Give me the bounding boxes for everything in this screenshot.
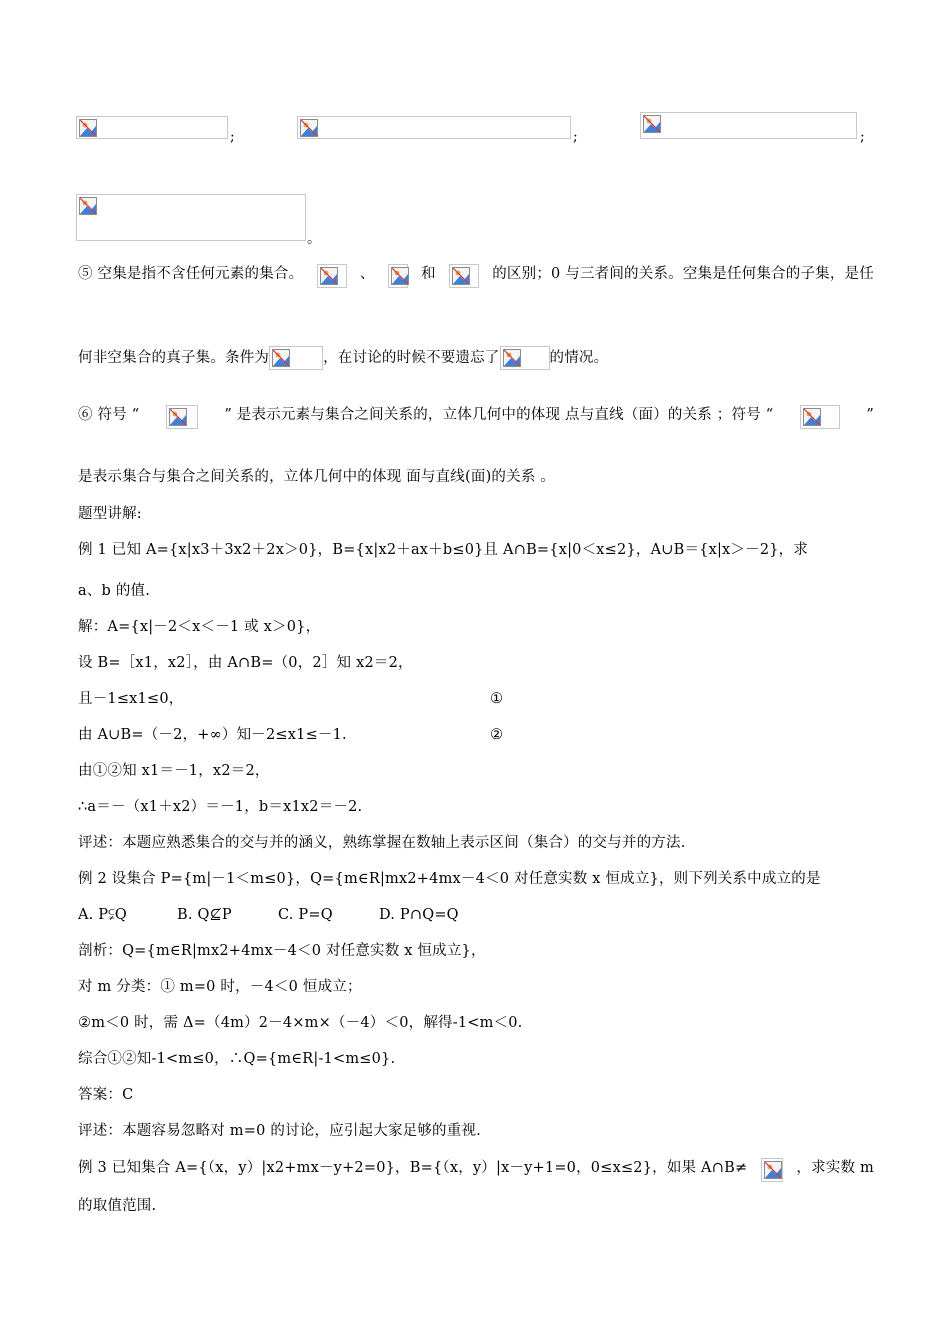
inline-image [500,346,550,370]
broken-image-icon [452,267,470,285]
example-1-question-cont: a、b 的值. [78,583,151,599]
image-placeholder [297,116,571,139]
comment-line: 评述：本题应熟悉集合的交与并的涵义，熟练掌握在数轴上表示区间（集合）的交与并的方法. [78,835,686,851]
text-segment: ⑤ 空集是指不含任何元素的集合。 [78,266,304,282]
broken-image-icon [643,115,661,133]
option-c: C. P=Q [278,907,333,923]
image-placeholder [640,112,857,139]
image-placeholder [76,194,306,241]
broken-image-icon [272,349,290,367]
punctuation: ; [573,129,578,145]
text-segment: ，在讨论的时候不要遗忘了 [323,350,500,366]
inline-image [761,1158,783,1182]
text-segment: 何非空集合的真子集。条件为 [78,350,270,366]
answer-options [78,905,459,925]
text-segment: ，求实数 m [796,1160,874,1176]
solution-line: 设 B=［x1，x2］，由 A∩B=（0，2］知 x2＝2， [78,655,413,671]
option-b: B. Q⊈P [177,907,232,923]
analysis-line: ②m＜0 时，需 Δ=（4m）2－4×m×（－4）＜0，解得-1<m＜0. [78,1015,523,1031]
broken-image-icon [503,349,521,367]
paragraph-symbols [78,405,874,429]
text-segment: ⑥ 符号 “ [78,407,140,423]
inline-image [317,264,347,288]
broken-image-icon [169,408,187,426]
example-3-question-cont: 的取值范围. [78,1198,157,1214]
inline-image [388,264,408,288]
text-segment: 、 [359,266,375,282]
text-segment: 和 [421,266,436,282]
text-segment: 由 A∪B=（－2，+∞）知－2≤x1≤－1. [78,727,347,743]
broken-image-icon [79,119,97,137]
text-segment: 的情况。 [549,350,609,366]
broken-image-icon [300,119,318,137]
solution-line [78,689,504,709]
answer-line: 答案：C [78,1087,134,1103]
paragraph-line: 是表示集合与集合之间关系的，立体几何中的体现 面与直线(面)的关系 。 [78,469,556,485]
analysis-line: 对 m 分类：① m=0 时，－4＜0 恒成立； [78,979,362,995]
paragraph-empty-set [78,264,874,288]
punctuation: ; [860,129,865,145]
analysis-line: 剖析：Q={m∈R|mx2+4mx－4＜0 对任意实数 x 恒成立}， [78,943,486,959]
inline-image [269,346,323,370]
solution-line: 由①②知 x1＝－1，x2＝2， [78,763,270,779]
section-heading: 题型讲解: [78,506,142,522]
solution-line [78,725,504,745]
comment-line: 评述：本题容易忽略对 m=0 的讨论，应引起大家足够的重视. [78,1123,481,1139]
punctuation: 。 [307,231,321,247]
broken-image-icon [391,267,409,285]
text-segment: 的区别；0 与三者间的关系。空集是任何集合的子集，是任 [492,266,874,282]
text-segment: ” 是表示元素与集合之间关系的，立体几何中的体现 点与直线（面）的关系 ；符号 “ [224,407,774,423]
text-segment: 例 3 已知集合 A={（x，y）|x2+mx－y+2=0}，B={（x，y）|x－y+1=0，0≤x≤2}，如果 A∩B≠ [78,1160,748,1176]
image-placeholder [76,116,228,139]
option-a: A. P⫋Q [78,907,127,923]
inline-image [449,264,479,288]
broken-image-icon [764,1161,782,1179]
equation-marker: ① [490,691,504,707]
inline-image [166,405,198,429]
solution-line: 解：A={x|－2＜x＜－1 或 x＞0}， [78,619,321,635]
solution-line: ∴a＝－（x1＋x2）＝－1，b＝x1x2＝－2. [78,799,363,815]
example-1-question: 例 1 已知 A={x|x3＋3x2＋2x＞0}，B={x|x2＋ax＋b≤0}且 A∩B={x|0＜x≤2}，A∪B＝{x|x＞－2}，求 [78,542,809,558]
text-segment: ” [866,407,874,423]
inline-image [800,405,840,429]
text-segment: 且－1≤x1≤0， [78,691,184,707]
option-d: D. P∩Q=Q [379,907,459,923]
example-2-question: 例 2 设集合 P={m|－1＜m≤0}，Q={m∈R|mx2+4mx－4＜0 对任意实数 x 恒成立}，则下列关系中成立的是 [78,871,821,887]
punctuation: ; [230,129,235,145]
broken-image-icon [79,197,97,215]
equation-marker: ② [490,727,504,743]
broken-image-icon [803,408,821,426]
paragraph-empty-set-cont [78,346,608,370]
example-3-question [78,1158,874,1182]
analysis-line: 综合①②知-1<m≤0，∴Q={m∈R|-1<m≤0}. [78,1051,396,1067]
broken-image-icon [320,267,338,285]
